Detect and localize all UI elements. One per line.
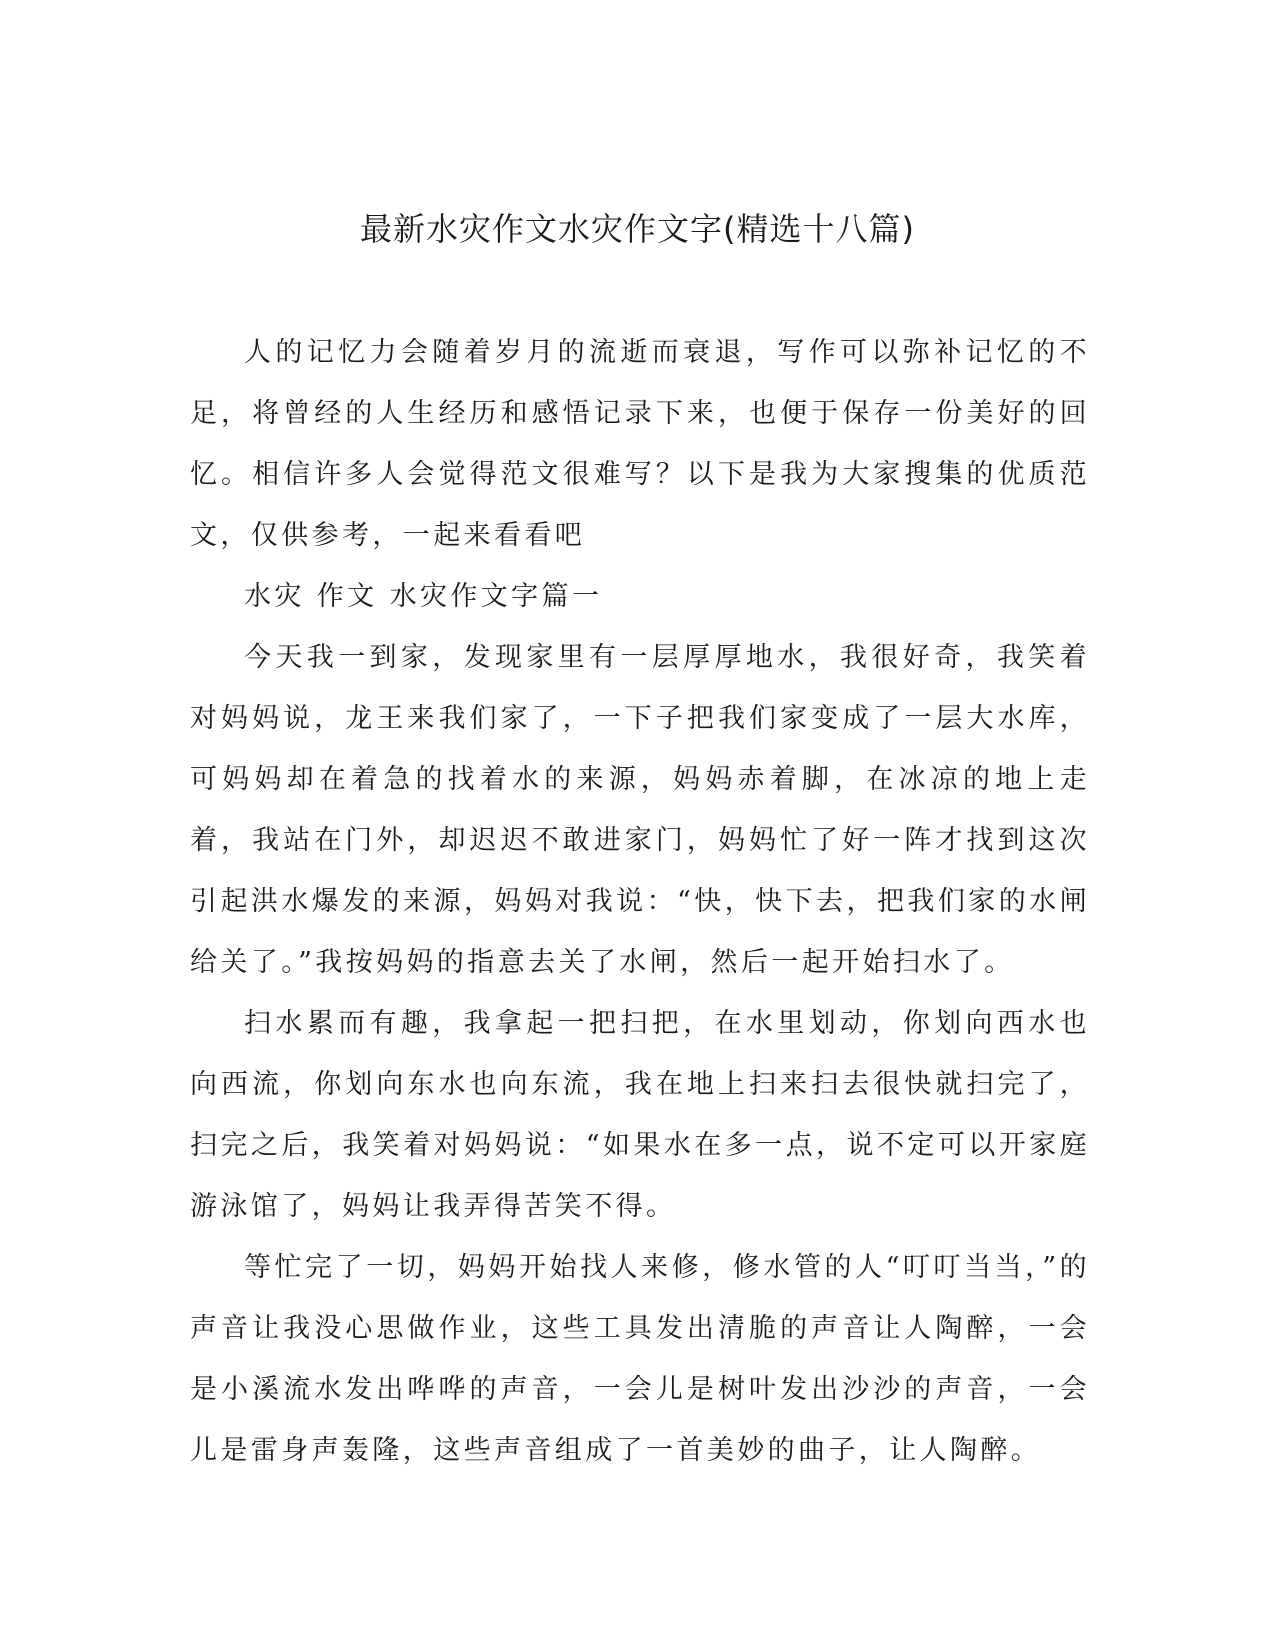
body-paragraph: 等忙完了一切，妈妈开始找人来修，修水管的人“叮叮当当，”的声音让我没心思做作业，这些工具发出清脆的声音让人陶醉，一会是小溪流水发出哗哗的声音，一会儿是树叶发出沙沙的声音，一会儿是雷身声轰隆，这些声音组成了一首美妙的曲子，让人陶醉。 <box>190 1252 1090 1466</box>
document-body <box>190 322 1090 1481</box>
section-heading: 水灾 作文 水灾作文字篇一 <box>244 581 603 612</box>
intro-paragraph: 人的记忆力会随着岁月的流逝而衰退，写作可以弥补记忆的不足，将曾经的人生经历和感悟记录下来，也便于保存一份美好的回忆。相信许多人会觉得范文很难写？以下是我为大家搜集的优质范文，仅供参考，一起来看看吧 <box>190 337 1090 551</box>
document-title: 最新水灾作文水灾作文字(精选十八篇) <box>360 210 915 248</box>
body-paragraph: 今天我一到家，发现家里有一层厚厚地水，我很好奇，我笑着对妈妈说，龙王来我们家了，一下子把我们家变成了一层大水库，可妈妈却在着急的找着水的来源，妈妈赤着脚，在冰凉的地上走着，我站在门外，却迟迟不敢进家门，妈妈忙了好一阵才找到这次引起洪水爆发的来源，妈妈对我说：“快，快下去，把我们家的水闸给关了。”我按妈妈的指意去关了水闸，然后一起开始扫水了。 <box>190 642 1090 978</box>
body-paragraph: 扫水累而有趣，我拿起一把扫把，在水里划动，你划向西水也向西流，你划向东水也向东流，我在地上扫来扫去很快就扫完了，扫完之后，我笑着对妈妈说：“如果水在多一点，说不定可以开家庭游泳馆了，妈妈让我弄得苦笑不得。 <box>190 1008 1090 1222</box>
